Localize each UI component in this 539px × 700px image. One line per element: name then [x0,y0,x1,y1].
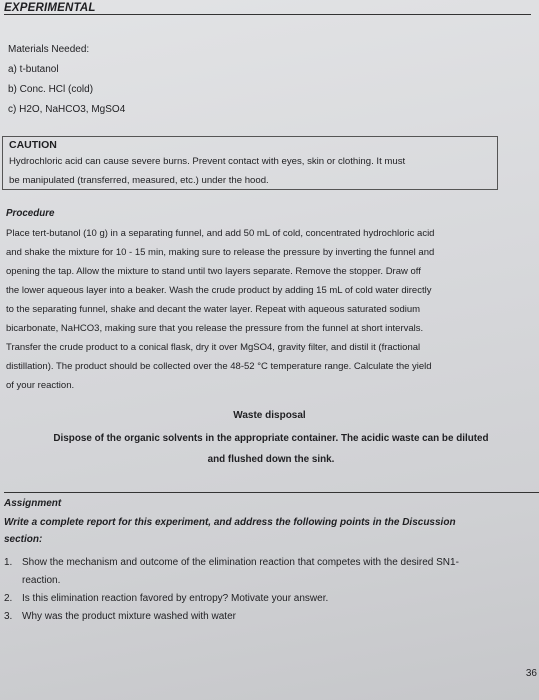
material-item: a) t-butanol [8,64,59,75]
waste-line: and flushed down the sink. [207,454,335,465]
waste-text [8,428,534,470]
question-item [4,608,539,626]
assignment-section [4,498,539,626]
question-line: reaction. [22,575,61,586]
assignment-title: Assignment [4,498,62,509]
procedure-line: and shake the mixture for 10 - 15 min, making sure to release the pressure by inverting the funnel and [6,247,435,258]
question-list [4,554,539,626]
materials-section [8,40,125,120]
procedure-line: distillation). The product should be collected over the 48-52 °C temperature range. Calculate the yield [6,361,432,372]
question-number: 1. [4,557,13,568]
procedure-title: Procedure [6,208,55,219]
section-title: EXPERIMENTAL [4,2,96,14]
assignment-intro-line: Write a complete report for this experiment, and address the following points in the Discussion [4,517,456,528]
materials-heading: Materials Needed: [8,44,90,55]
question-line: Is this elimination reaction favored by entropy? Motivate your answer. [22,593,329,604]
assignment-intro-line: section: [4,534,43,545]
question-number: 3. [4,611,13,622]
caution-line: Hydrochloric acid can cause severe burns. Prevent contact with eyes, skin or clothing. It must [9,156,406,167]
assignment-rule [4,492,539,493]
question-line: Why was the product mixture washed with water [22,611,236,622]
procedure-line: the lower aqueous layer into a beaker. Wash the crude product by adding 15 mL of cold water directly [6,285,432,296]
question-line: Show the mechanism and outcome of the elimination reaction that competes with the desired SN1- [22,557,459,568]
question-item [4,590,539,608]
procedure-line: bicarbonate, NaHCO3, making sure that you release the pressure from the funnel at short intervals. [6,323,424,334]
procedure-line: Place tert-butanol (10 g) in a separating funnel, and add 50 mL of cold, concentrated hydrochloric acid [6,228,435,239]
question-item [4,554,539,590]
caution-box [2,136,498,190]
procedure-line: Transfer the crude product to a conical flask, dry it over MgSO4, gravity filter, and distil it (fractional [6,342,421,353]
procedure-text [6,224,536,395]
procedure-line: opening the tap. Allow the mixture to stand until two layers separate. Remove the stopper. Draw off [6,266,421,277]
procedure-line: of your reaction. [6,380,75,391]
waste-line: Dispose of the organic solvents in the appropriate container. The acidic waste can be diluted [53,433,489,444]
material-item: b) Conc. HCl (cold) [8,84,94,95]
header-rule [4,14,531,15]
caution-line: be manipulated (transferred, measured, etc.) under the hood. [9,175,269,186]
assignment-intro [4,514,539,548]
caution-title: CAUTION [9,139,57,151]
caution-text [9,152,491,190]
waste-title: Waste disposal [233,410,306,421]
page-number: 36 [525,668,537,679]
question-number: 2. [4,593,13,604]
procedure-section [6,208,536,395]
procedure-line: to the separating funnel, shake and decant the water layer. Repeat with aqueous saturated sodium [6,304,421,315]
material-item: c) H2O, NaHCO3, MgSO4 [8,104,126,115]
